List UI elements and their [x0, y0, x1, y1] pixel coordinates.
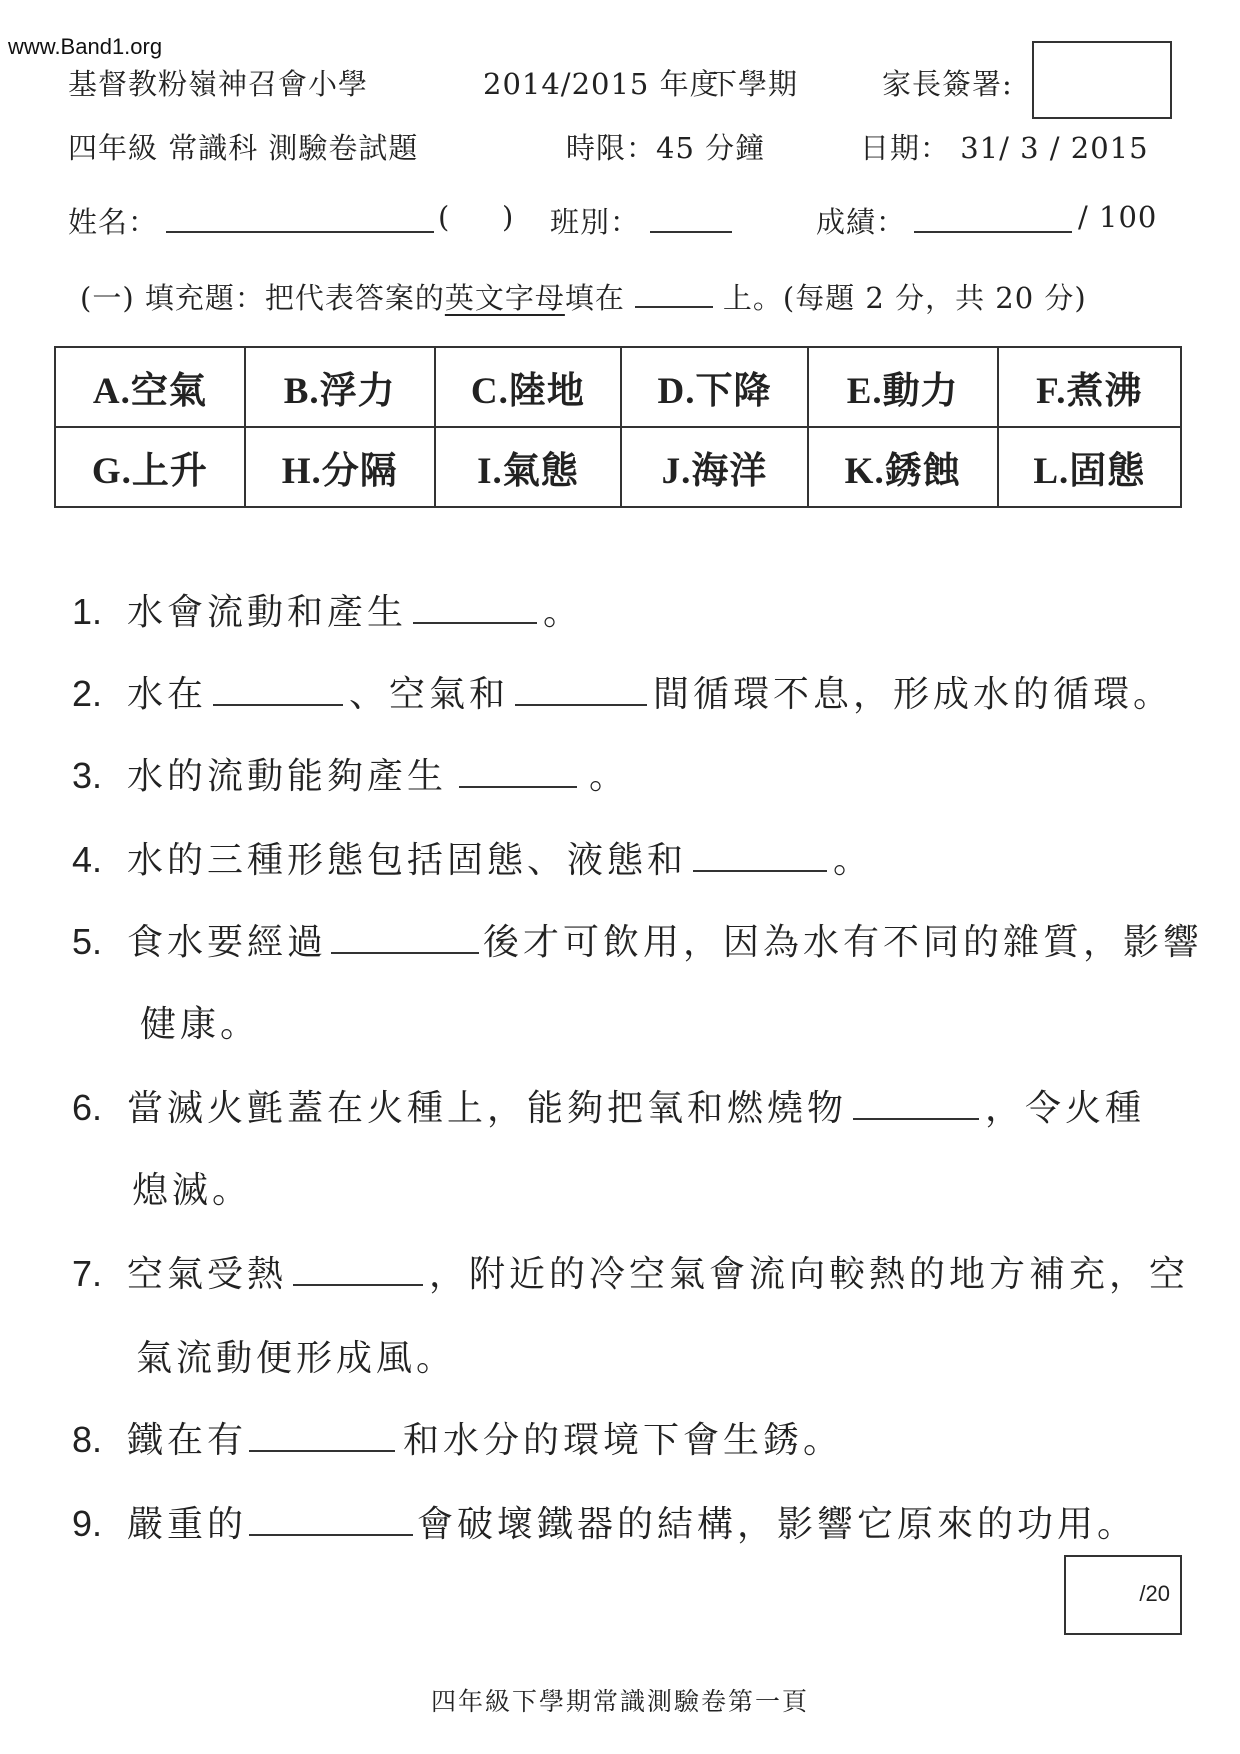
blank-q5[interactable]	[331, 951, 479, 954]
score-label: 成績：	[816, 205, 907, 239]
instruction-blank	[635, 305, 713, 308]
page-footer: 四年級下學期常識測驗卷第一頁	[430, 1687, 809, 1716]
option-h: H.分隔	[245, 427, 435, 507]
blank-q2b[interactable]	[515, 703, 647, 706]
page-score-box[interactable]	[1064, 1555, 1182, 1635]
question-2: 2. 水在 、空氣和 間循環不息，形成水的循環。	[72, 673, 1174, 715]
instruction-keyword: 英文字母	[444, 281, 565, 315]
option-j: J.海洋	[621, 427, 808, 507]
option-c: C.陸地	[435, 347, 622, 427]
option-d: D.下降	[621, 347, 808, 427]
question-9: 9. 嚴重的 會破壞鐵器的結構，影響它原來的功用。	[72, 1503, 1138, 1545]
blank-q4[interactable]	[693, 869, 827, 872]
parent-signature-box[interactable]	[1032, 41, 1172, 119]
time-limit: 時限：45 分鐘	[566, 131, 766, 165]
grade-subject: 四年級 常識科 測驗卷試題	[68, 131, 419, 165]
option-b: B.浮力	[245, 347, 435, 427]
exam-date: 日期： 31/ 3 / 2015	[860, 131, 1149, 165]
paren-open: (	[438, 200, 451, 234]
blank-q3[interactable]	[459, 785, 577, 788]
question-7: 7. 空氣受熱 ，附近的冷空氣會流向較熱的地方補充，空	[72, 1253, 1190, 1295]
blank-q2a[interactable]	[213, 703, 343, 706]
question-4: 4. 水的三種形態包括固態、液態和 。	[72, 839, 874, 881]
name-field[interactable]	[166, 230, 434, 233]
question-3: 3. 水的流動能夠產生 。	[72, 755, 630, 797]
blank-q7[interactable]	[293, 1283, 423, 1286]
class-label: 班別：	[550, 205, 641, 239]
answer-table	[54, 346, 1182, 508]
question-6-cont: 熄滅。	[132, 1170, 253, 1211]
term: 下學期	[708, 67, 799, 101]
blank-q8[interactable]	[249, 1449, 395, 1452]
option-g: G.上升	[55, 427, 245, 507]
question-7-cont: 氣流動便形成風。	[136, 1338, 457, 1379]
blank-q1[interactable]	[413, 621, 537, 624]
option-k: K.銹蝕	[808, 427, 998, 507]
blank-q6[interactable]	[853, 1117, 979, 1120]
option-e: E.動力	[808, 347, 998, 427]
answer-row-1	[55, 347, 1181, 427]
instruction-intro: (一) 填充題：把代表答案的	[80, 281, 445, 315]
option-i: I.氣態	[435, 427, 622, 507]
watermark: www.Band1.org	[8, 34, 163, 59]
option-a: A.空氣	[55, 347, 245, 427]
class-field[interactable]	[650, 230, 732, 233]
question-5-cont: 健康。	[140, 1004, 261, 1045]
paren-close: )	[502, 200, 515, 234]
question-8: 8. 鐵在有 和水分的環境下會生銹。	[72, 1419, 844, 1461]
page-score-total: /20	[1139, 1581, 1170, 1606]
question-1: 1. 水會流動和產生 。	[72, 591, 584, 633]
question-6: 6. 當滅火氈蓋在火種上，能夠把氧和燃燒物 ，令火種	[72, 1087, 1146, 1129]
section-instruction	[80, 276, 1087, 317]
name-label: 姓名：	[68, 205, 159, 239]
option-f: F.煮沸	[998, 347, 1181, 427]
instruction-mid: 填在	[564, 281, 625, 315]
school-name: 基督教粉嶺神召會小學	[68, 67, 369, 101]
score-total: / 100	[1078, 200, 1158, 234]
parent-signature-label: 家長簽署:	[882, 67, 1013, 101]
answer-row-2	[55, 427, 1181, 507]
question-5: 5. 食水要經過 後才可飲用，因為水有不同的雜質，影響	[72, 921, 1204, 963]
instruction-end: 上。(每題 2 分，共 20 分)	[722, 281, 1087, 315]
blank-q9[interactable]	[249, 1533, 413, 1536]
score-field[interactable]	[914, 230, 1072, 233]
school-year: 2014/2015 年度	[483, 67, 720, 101]
option-l: L.固態	[998, 427, 1181, 507]
